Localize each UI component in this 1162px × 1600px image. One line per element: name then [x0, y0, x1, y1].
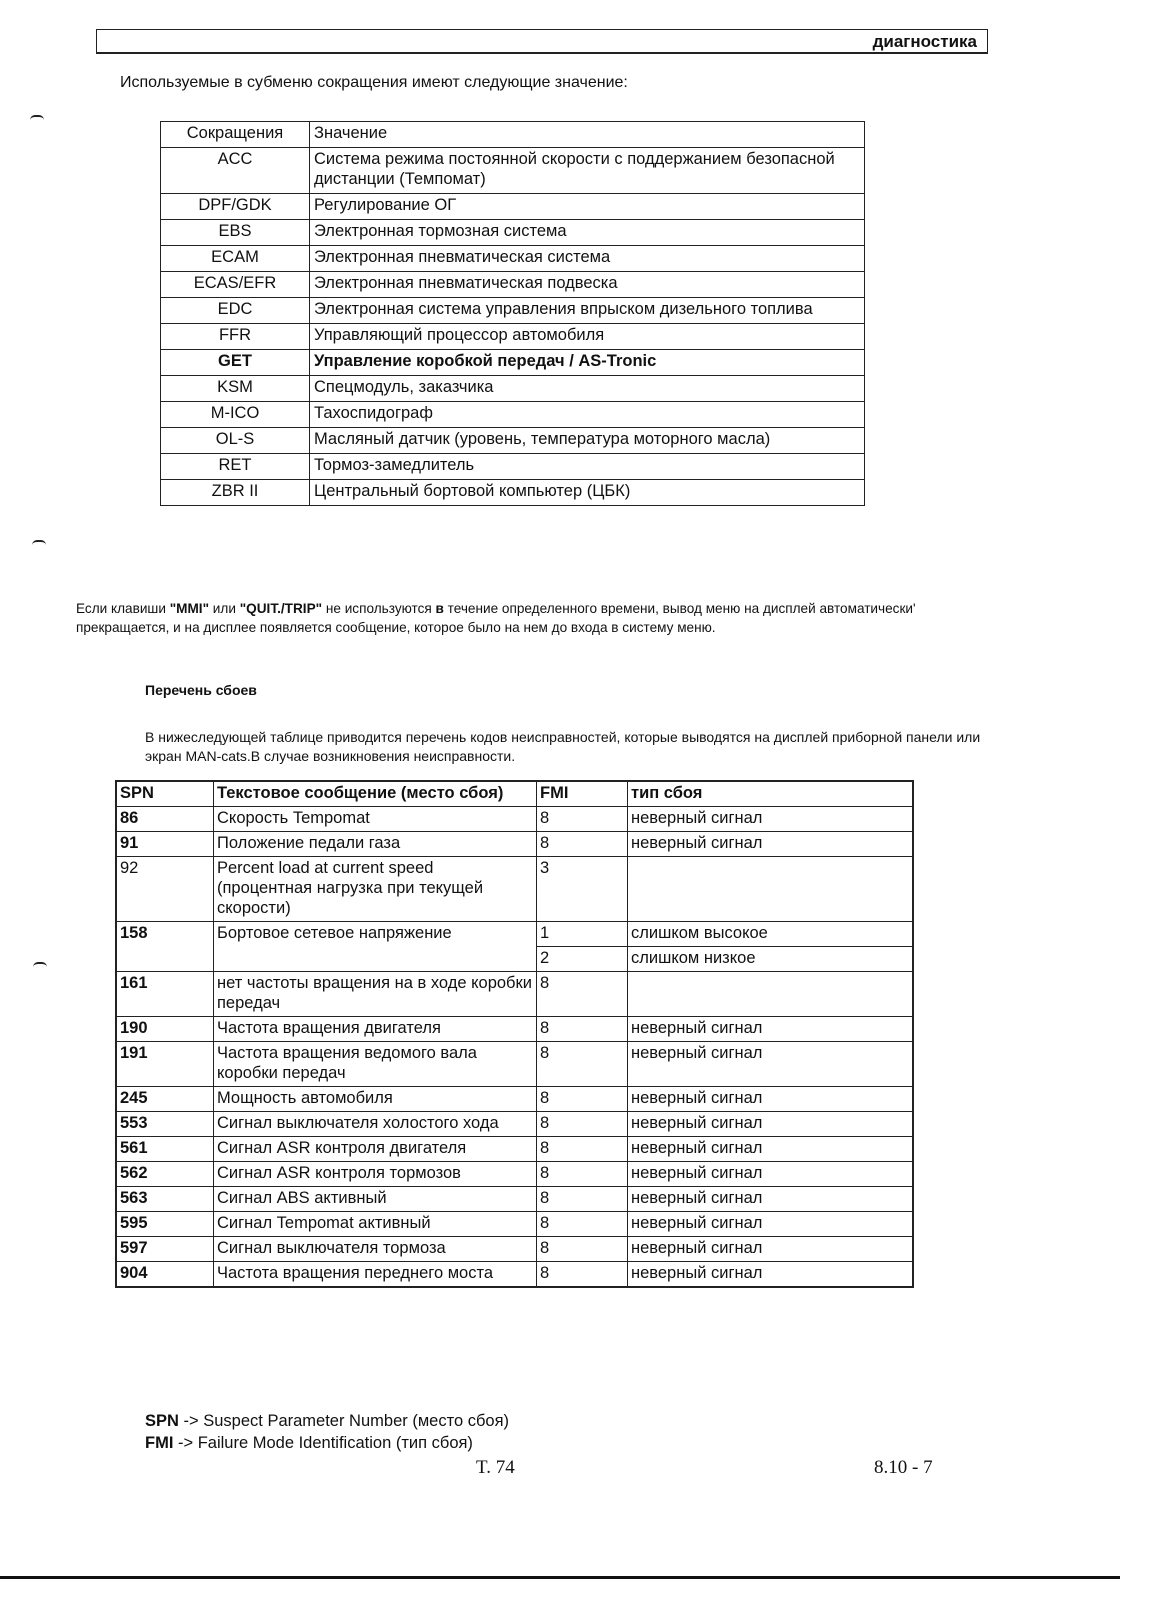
- legend-spn: [145, 1410, 509, 1432]
- section-header-title: диагностика: [872, 32, 977, 51]
- fault-fmi: 8: [537, 1187, 628, 1212]
- fault-spn: 597: [116, 1237, 214, 1262]
- abbr-row: [161, 480, 865, 506]
- margin-mark: [33, 962, 47, 967]
- abbr-meaning: Управление коробкой передач / AS-Tronic: [310, 350, 865, 376]
- abbr-row: [161, 194, 865, 220]
- fault-spn: 86: [116, 807, 214, 832]
- fault-header-type: тип сбоя: [628, 781, 914, 807]
- fault-row: [116, 922, 913, 947]
- intro-text: Используемые в субменю сокращения имеют следующие значение:: [120, 74, 628, 91]
- abbr-meaning: Электронная пневматическая система: [310, 246, 865, 272]
- fault-fmi: 8: [537, 1087, 628, 1112]
- fault-message: Сигнал ASR контроля двигателя: [214, 1137, 537, 1162]
- fault-fmi: 8: [537, 807, 628, 832]
- fault-message: Положение педали газа: [214, 832, 537, 857]
- fault-message: Частота вращения переднего моста: [214, 1262, 537, 1288]
- bottom-rule: [0, 1576, 1120, 1579]
- faults-section-description: В нижеследующей таблице приводится перечень кодов неисправностей, которые выводятся на дисплей приборной панели или экран MAN-cats.В случае возникновения неисправности.: [145, 729, 981, 764]
- fault-type: неверный сигнал: [628, 1137, 914, 1162]
- abbr-row: [161, 402, 865, 428]
- abbr-row: [161, 148, 865, 194]
- fault-message: Сигнал выключателя тормоза: [214, 1237, 537, 1262]
- fault-header-fmi: FMI: [537, 781, 628, 807]
- fault-fmi: 8: [537, 1042, 628, 1087]
- fault-row: [116, 1017, 913, 1042]
- note-text: Если клавиши: [76, 601, 170, 616]
- fault-message: Бортовое сетевое напряжение: [214, 922, 537, 972]
- fault-row: [116, 1087, 913, 1112]
- menu-timeout-note: [76, 599, 946, 637]
- fault-type: неверный сигнал: [628, 1262, 914, 1288]
- header-box: [96, 29, 988, 54]
- fault-header-msg: Текстовое сообщение (место сбоя): [214, 781, 537, 807]
- abbr-row: [161, 246, 865, 272]
- note-text: течение определенного времени, вывод меню на дисплей автоматически' прекращается, и на дисплее появляется сообщение, которое было на нем до входа в систему меню.: [76, 601, 916, 635]
- fault-fmi: 8: [537, 1112, 628, 1137]
- abbreviations-table: [160, 121, 865, 506]
- fault-type: [628, 972, 914, 1017]
- fault-row: [116, 1237, 913, 1262]
- abbr-code: M-ICO: [161, 402, 310, 428]
- fault-fmi: 8: [537, 1137, 628, 1162]
- fault-row: [116, 1187, 913, 1212]
- fault-fmi: 8: [537, 1212, 628, 1237]
- fault-row: [116, 1112, 913, 1137]
- abbr-row: [161, 454, 865, 480]
- fault-spn: 563: [116, 1187, 214, 1212]
- fault-spn: 92: [116, 857, 214, 922]
- fault-row: [116, 1212, 913, 1237]
- legend-fmi-key: FMI: [145, 1434, 174, 1452]
- abbr-meaning: Масляный датчик (уровень, температура моторного масла): [310, 428, 865, 454]
- header-meaning: Значение: [310, 122, 865, 148]
- fault-spn: 595: [116, 1212, 214, 1237]
- margin-mark: [32, 540, 46, 545]
- legend: [145, 1410, 509, 1454]
- faults-section-title: Перечень сбоев: [145, 682, 257, 698]
- fault-fmi: 1: [537, 922, 628, 947]
- abbr-meaning: Тахоспидограф: [310, 402, 865, 428]
- abbr-row: [161, 272, 865, 298]
- fault-fmi: 2: [537, 947, 628, 972]
- fault-message: Сигнал Tempomat активный: [214, 1212, 537, 1237]
- fault-spn: 91: [116, 832, 214, 857]
- fault-header-spn: SPN: [116, 781, 214, 807]
- note-text: или: [209, 601, 240, 616]
- page-number: 8.10 - 7: [874, 1457, 933, 1478]
- abbr-code: GET: [161, 350, 310, 376]
- page-reference: T. 74: [476, 1457, 515, 1478]
- abbr-meaning: Регулирование ОГ: [310, 194, 865, 220]
- abbr-code: OL-S: [161, 428, 310, 454]
- fault-message: Сигнал выключателя холостого хода: [214, 1112, 537, 1137]
- fault-fmi: 8: [537, 832, 628, 857]
- fault-spn: 553: [116, 1112, 214, 1137]
- fault-spn: 191: [116, 1042, 214, 1087]
- fault-fmi: 8: [537, 1017, 628, 1042]
- fault-type: неверный сигнал: [628, 1112, 914, 1137]
- note-text-bold: в: [435, 601, 444, 616]
- fault-row: [116, 1042, 913, 1087]
- fault-type: неверный сигнал: [628, 807, 914, 832]
- fault-fmi: 8: [537, 1262, 628, 1288]
- fault-row: [116, 1162, 913, 1187]
- fault-codes-table: [115, 780, 914, 1288]
- fault-row: [116, 1137, 913, 1162]
- abbr-code: RET: [161, 454, 310, 480]
- fault-type: неверный сигнал: [628, 1042, 914, 1087]
- fault-spn: 161: [116, 972, 214, 1017]
- fault-message: нет частоты вращения на в ходе коробки передач: [214, 972, 537, 1017]
- fault-spn: 561: [116, 1137, 214, 1162]
- fault-row: [116, 857, 913, 922]
- fault-spn: 562: [116, 1162, 214, 1187]
- fault-message: Скорость Tempomat: [214, 807, 537, 832]
- abbr-row: [161, 350, 865, 376]
- fault-type: неверный сигнал: [628, 1187, 914, 1212]
- abbr-code: ZBR II: [161, 480, 310, 506]
- fault-type: неверный сигнал: [628, 832, 914, 857]
- abbr-meaning: Система режима постоянной скорости с поддержанием безопасной дистанции (Темпомат): [310, 148, 865, 194]
- fault-type: неверный сигнал: [628, 1162, 914, 1187]
- abbr-code: KSM: [161, 376, 310, 402]
- abbr-row: [161, 220, 865, 246]
- note-text: не используются: [322, 601, 436, 616]
- note-key-quit-trip: "QUIT./TRIP": [239, 601, 323, 616]
- fault-message: Частота вращения ведомого вала коробки передач: [214, 1042, 537, 1087]
- fault-spn: 158: [116, 922, 214, 972]
- fault-type: слишком высокое: [628, 922, 914, 947]
- abbr-code: DPF/GDK: [161, 194, 310, 220]
- legend-spn-text: -> Suspect Parameter Number (место сбоя): [178, 1412, 510, 1430]
- fault-type: неверный сигнал: [628, 1237, 914, 1262]
- fault-message: Сигнал ASR контроля тормозов: [214, 1162, 537, 1187]
- fault-spn: 190: [116, 1017, 214, 1042]
- fault-fmi: 8: [537, 972, 628, 1017]
- abbr-meaning: Электронная тормозная система: [310, 220, 865, 246]
- abbr-row: [161, 428, 865, 454]
- legend-spn-key: SPN: [145, 1412, 179, 1430]
- abbr-meaning: Спецмодуль, заказчика: [310, 376, 865, 402]
- fault-row: [116, 832, 913, 857]
- fault-fmi: 8: [537, 1237, 628, 1262]
- fault-row: [116, 972, 913, 1017]
- abbr-row: [161, 376, 865, 402]
- legend-fmi-text: -> Failure Mode Identification (тип сбоя): [173, 1434, 473, 1452]
- abbr-code: EDC: [161, 298, 310, 324]
- fault-type: неверный сигнал: [628, 1087, 914, 1112]
- abbr-meaning: Электронная система управления впрыском дизельного топлива: [310, 298, 865, 324]
- abbr-code: ECAS/EFR: [161, 272, 310, 298]
- fault-spn: 904: [116, 1262, 214, 1288]
- abbr-header-row: [161, 122, 865, 148]
- abbr-code: ECAM: [161, 246, 310, 272]
- fault-message: Сигнал ABS активный: [214, 1187, 537, 1212]
- abbr-meaning: Управляющий процессор автомобиля: [310, 324, 865, 350]
- abbr-code: ACC: [161, 148, 310, 194]
- legend-fmi: [145, 1432, 509, 1454]
- fault-fmi: 3: [537, 857, 628, 922]
- margin-mark: [30, 115, 44, 120]
- fault-row: [116, 807, 913, 832]
- fault-message: Percent load at current speed (процентная нагрузка при текущей скорости): [214, 857, 537, 922]
- fault-type: [628, 857, 914, 922]
- fault-spn: 245: [116, 1087, 214, 1112]
- abbr-code: EBS: [161, 220, 310, 246]
- fault-type: слишком низкое: [628, 947, 914, 972]
- fault-fmi: 8: [537, 1162, 628, 1187]
- abbr-row: [161, 298, 865, 324]
- fault-type: неверный сигнал: [628, 1017, 914, 1042]
- abbr-meaning: Тормоз-замедлитель: [310, 454, 865, 480]
- fault-message: Частота вращения двигателя: [214, 1017, 537, 1042]
- fault-type: неверный сигнал: [628, 1212, 914, 1237]
- abbr-code: FFR: [161, 324, 310, 350]
- header-abbreviation: Сокращения: [161, 122, 310, 148]
- fault-row: [116, 1262, 913, 1288]
- fault-header-row: [116, 781, 913, 807]
- fault-message: Мощность автомобиля: [214, 1087, 537, 1112]
- abbr-meaning: Центральный бортовой компьютер (ЦБК): [310, 480, 865, 506]
- note-key-mmi: "MMI": [169, 601, 210, 616]
- abbr-meaning: Электронная пневматическая подвеска: [310, 272, 865, 298]
- abbr-row: [161, 324, 865, 350]
